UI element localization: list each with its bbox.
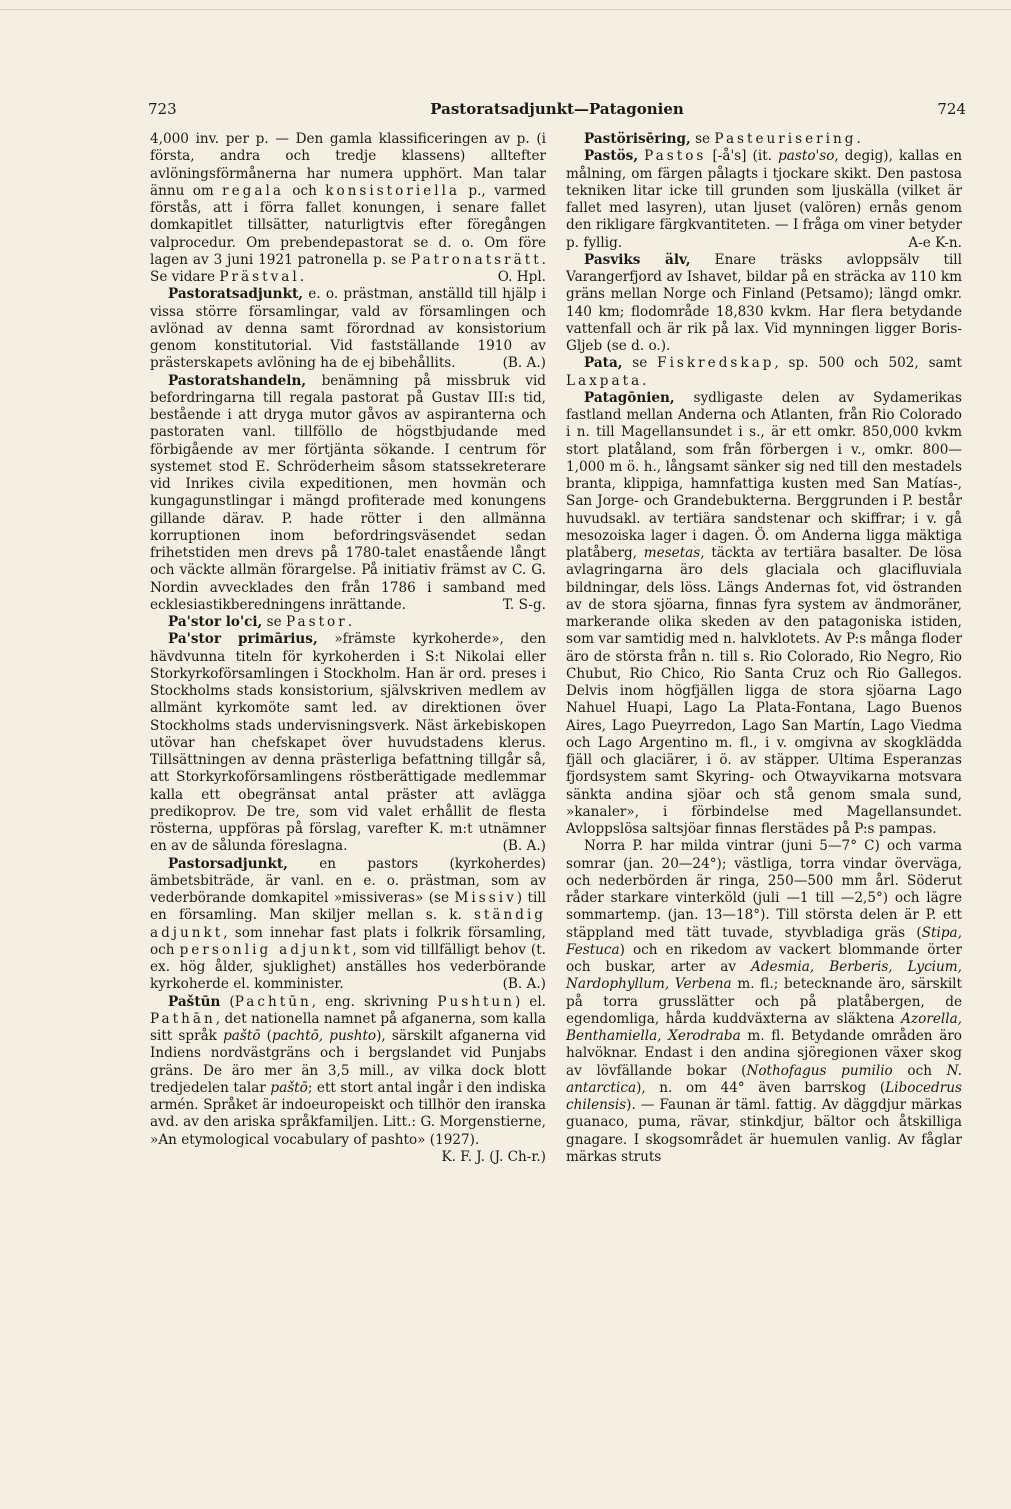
entry-term: Pa'stor lo'ci, <box>168 614 263 630</box>
entry-pastoratshandeln: Pastoratshandeln, benämning på missbruk vid befordringarna till regala pastorat på Gustav III:s tid, bestående i att dryga mutor gåvos av aspiranterna och pastoraten vanl. tillföllo de högstbjudande med förbigående av mer förtjänta sökande. I centrum för systemet stod E. Schröderheim såsom statssekreterare vid Inrikes civila expeditionen, men hovmän och kungagunstlingar i mängd profiterade med konungens gillande därav. P. hade rötter i den allmänna korruptionen inom befordringsväsendet sedan frihetstiden men drevs på 1780-talet enastående långt och väckte allmän förargelse. På initiativ främst av C. G. Nordin avvecklades den från 1786 i samband med ecklesiastikberedningens inrättande. T. S-g. <box>150 372 546 613</box>
signature: T. S-g. <box>502 596 546 613</box>
entry-term: Paštūn <box>168 993 221 1010</box>
entry-continuation: 4,000 inv. per p. — Den gamla klassificeringen av p. (i första, andra och tredje klassens) alltefter avlöningsförmånerna har numera upphört. Man talar ännu om regala och konsistoriella p., varmed förstås, att i förra fallet konungen, i senare fallet domkapitlet tillsätter, naturligtvis efter föregången valprocedur. Om prebendepastorat se d. o. Om före lagen av 3 juni 1921 patronella p. se Patronatsrätt. Se vidare Prästval. O. Hpl. <box>150 131 546 285</box>
entry-term: Pastorsadjunkt, <box>168 855 288 872</box>
entry-patagonien-climate: Norra P. har milda vintrar (juni 5—7° C) och varma somrar (jan. 20—24°); västliga, torra vindar överväga, och nederbörden är ringa, 250—500 mm årl. Söderut råder starkare vinterköld (juli —1 till —2,5°) och lägre sommartemp. (jan. 13—18°). Till största delen är P. ett stäppland med tätt tuvade, styvbladiga gräs (Stipa, Festuca) och en rikedom av vackert blommande örter och buskar, arter av Adesmia, Berberis, Lycium, Nardophyllum, Verbena m. fl.; betecknande äro, särskilt på torra grusslätter och på platåbergen, de egendomliga, hårda kuddväxterna av släktena Azorella, Benthamiella, Xerodraba m. fl. Betydande områden äro halvöknar. Endast i den andina sjöregionen växer skog av lövfällande bokar (Nothofagus pumilio och N. antarctica), n. om 44° även barrskog (Libocedrus chilensis). — Faunan är täml. fattig. Av däggdjur märkas guanaco, puma, rävar, stinkdjur, bältor och åtskilliga gnagare. I skogsområdet är huemulen vanlig. Av fåglar märkas struts <box>566 838 962 1165</box>
left-column <box>150 131 546 1166</box>
entry-term: Pastörisēring, <box>584 131 691 147</box>
entry-pasviks-alv: Pasviks älv, Enare träsks avloppsälv till Varangerfjord av Ishavet, bildar på en sträcka av 110 km gräns mellan Norge och Finland (Petsamo); längd omkr. 140 km; flodområde 18,830 kvkm. Har flera betydande vattenfall och är rik på lax. Vid mynningen ligger Boris-Gljeb (se d. o.). <box>566 251 963 354</box>
running-title: Pastoratsadjunkt—Patagonien <box>430 100 684 118</box>
signature: (B. A.) <box>502 355 546 372</box>
entry-pastor-primarius: Pa'stor primārius, »främste kyrkoherde», den hävdvunna titeln för kyrkoherden i S:t Nikolai eller Storkyrkoförsamlingen i Stockholm. Han är ord. preses i Stockholms stads konsistorium, självskriven medlem av allmänt kyrkomöte samt led. av direktionen över Stockholms stads undervisningsverk. Näst ärkebiskopen utövar han chefskapet över huvudstadens klerus. Tillsättningen av denna prästerliga befattning tillgår så, att Storkyrkoförsamlingens röstberättigade medlemmar kalla ett obegränsat antal präster att avlägga predikoprov. De tre, som vid valet erhållit de flesta rösterna, uppföras på förslag, varefter K. m:t utnämner en av de sålunda föreslagna. (B. A.) <box>150 631 547 855</box>
page-number-left: 723 <box>148 100 177 118</box>
right-column <box>566 131 962 1166</box>
entry-pastoratsadjunkt: Pastoratsadjunkt, e. o. prästman, anställd till hjälp i vissa större församlingar, vald av församlingen och avlönad av denna samt förordnad av konsistorium genom konstitutorial. Vid fastställande 1910 av prästerskapets avlöning ha de ej bibehållits. (B. A.) <box>150 286 546 372</box>
entry-term: Pastös, <box>584 148 639 165</box>
entry-pastor-loci: Pa'stor lo'ci, se Pastor. <box>168 614 353 630</box>
signature: (B. A.) <box>502 976 546 993</box>
entry-term: Pastoratshandeln, <box>168 372 307 389</box>
running-header <box>148 100 966 124</box>
signature: A-e K-n. <box>908 234 962 251</box>
entry-pastorsadjunkt: Pastorsadjunkt, en pastors (kyrkoherdes) ämbetsbiträde, är vanl. en e. o. prästman, som av vederbörande domkapitel »missiveras» (se Missiv) till en församling. Man skiljer mellan s. k. ständig adjunkt, som innehar fast plats i folkrik församling, och personlig adjunkt, som vid tillfälligt behov (t. ex. hög ålder, sjuklighet) anställes hos vederbörande kyrkoherde el. komminister. (B. A.) <box>150 855 547 993</box>
entry-pastos: Pastös, Pastos [-å's] (it. pasto'so, degig), kallas en målning, om färgen pålagts i tjockare skikt. Den pastosa tekniken litar icke till grunden som ljuskälla (vilket är fallet med lasyren), utan ljuset (valören) ernås genom den rikligare färgkvantiteten. — I fråga om viner betyder p. fyllig. A-e K-n. <box>566 148 962 251</box>
signature: K. F. J. (J. Ch-r.) <box>441 1148 546 1165</box>
scan-edge-line <box>0 9 1011 10</box>
signature: (B. A.) <box>502 838 546 855</box>
entry-term: Pa'stor primārius, <box>168 631 318 648</box>
entry-term: Patagōnien, <box>584 389 675 406</box>
page-number-right: 724 <box>937 100 966 118</box>
entry-pata: Pata, se Fiskredskap, sp. 500 och 502, samt Laxpata. <box>566 355 963 389</box>
entry-term: Pasviks älv, <box>584 251 691 268</box>
entry-pashtun: Paštūn (Pachtūn, eng. skrivning Pushtun) el. Pathān, det nationella namnet på afganerna, som kalla sitt språk paštō (pachtō, pushto), särskilt afganerna vid Indiens nordvästgräns och i bergslandet vid Punjabs gräns. De äro mer än 3,5 mill., av vilka dock blott tredjedelen talar paštō; ett stort antal ingår i den indiska armén. Språket är indoeuropeiskt och tillhör den iranska avd. av den ariska språkfamiljen. Litt.: G. Morgenstierne, »An etymological vocabulary of pashto» (1927). K. F. J. (J. Ch-r.) <box>150 993 547 1165</box>
entry-term: Pastoratsadjunkt, <box>168 286 303 303</box>
entry-patagonien: Patagōnien, sydligaste delen av Sydamerikas fastland mellan Anderna och Atlanten, från Rio Colorado i n. till Magellansundet i s., är ett omkr. 850,000 kvkm stort platåland, som från förbergen i v., omkr. 800—1,000 m ö. h., långsamt sänker sig ned till den mestadels branta, klippiga, hamnfattiga kusten med San Matías-, San Jorge- och Grandebukterna. Berggrunden i P. består huvudsakl. av tertiära sandstenar och skiffrar; i v. gå mesozoiska lager i dagen. Ö. om Anderna ligga mäktiga platåberg, mesetas, täckta av tertiära basalter. De lösa avlagringarna äro dels glaciala och glacifluviala bildningar, dels löss. Längs Andernas fot, vid östranden av de stora sjöarna, finnas fyra system av ändmoräner, markerande olika skeden av den patagoniska istiden, som var samtidig med n. halvklotets. Av P:s många floder äro de största från n. till s. Rio Colorado, Rio Negro, Rio Chubut, Rio Chico, Rio Santa Cruz och Rio Gallegos. Delvis inom högfjällen ligga de stora sjöarna Lago Nahuel Huapi, Lago La Plata-Fontana, Lago Buenos Aires, Lago Pueyrredon, Lago San Martín, Lago Viedma och Lago Argentino m. fl., i v. omgivna av skogklädda fjäll och glaciärer, i ö. av stäpper. Ultima Esperanzas fjordsystem samt Skyring- och Otwayvikarna motsvara sänkta andina sjöar och stå genom smala sund, »kanaler», i förbindelse med Magellansundet. Avloppslösa saltsjöar finnas flerstädes på P:s pampas. <box>566 389 962 837</box>
entry-term: Pata, <box>584 355 623 372</box>
entry-pastorisering: Pastörisēring, se Pasteurisering. <box>584 131 861 147</box>
signature: O. Hpl. <box>497 269 546 285</box>
